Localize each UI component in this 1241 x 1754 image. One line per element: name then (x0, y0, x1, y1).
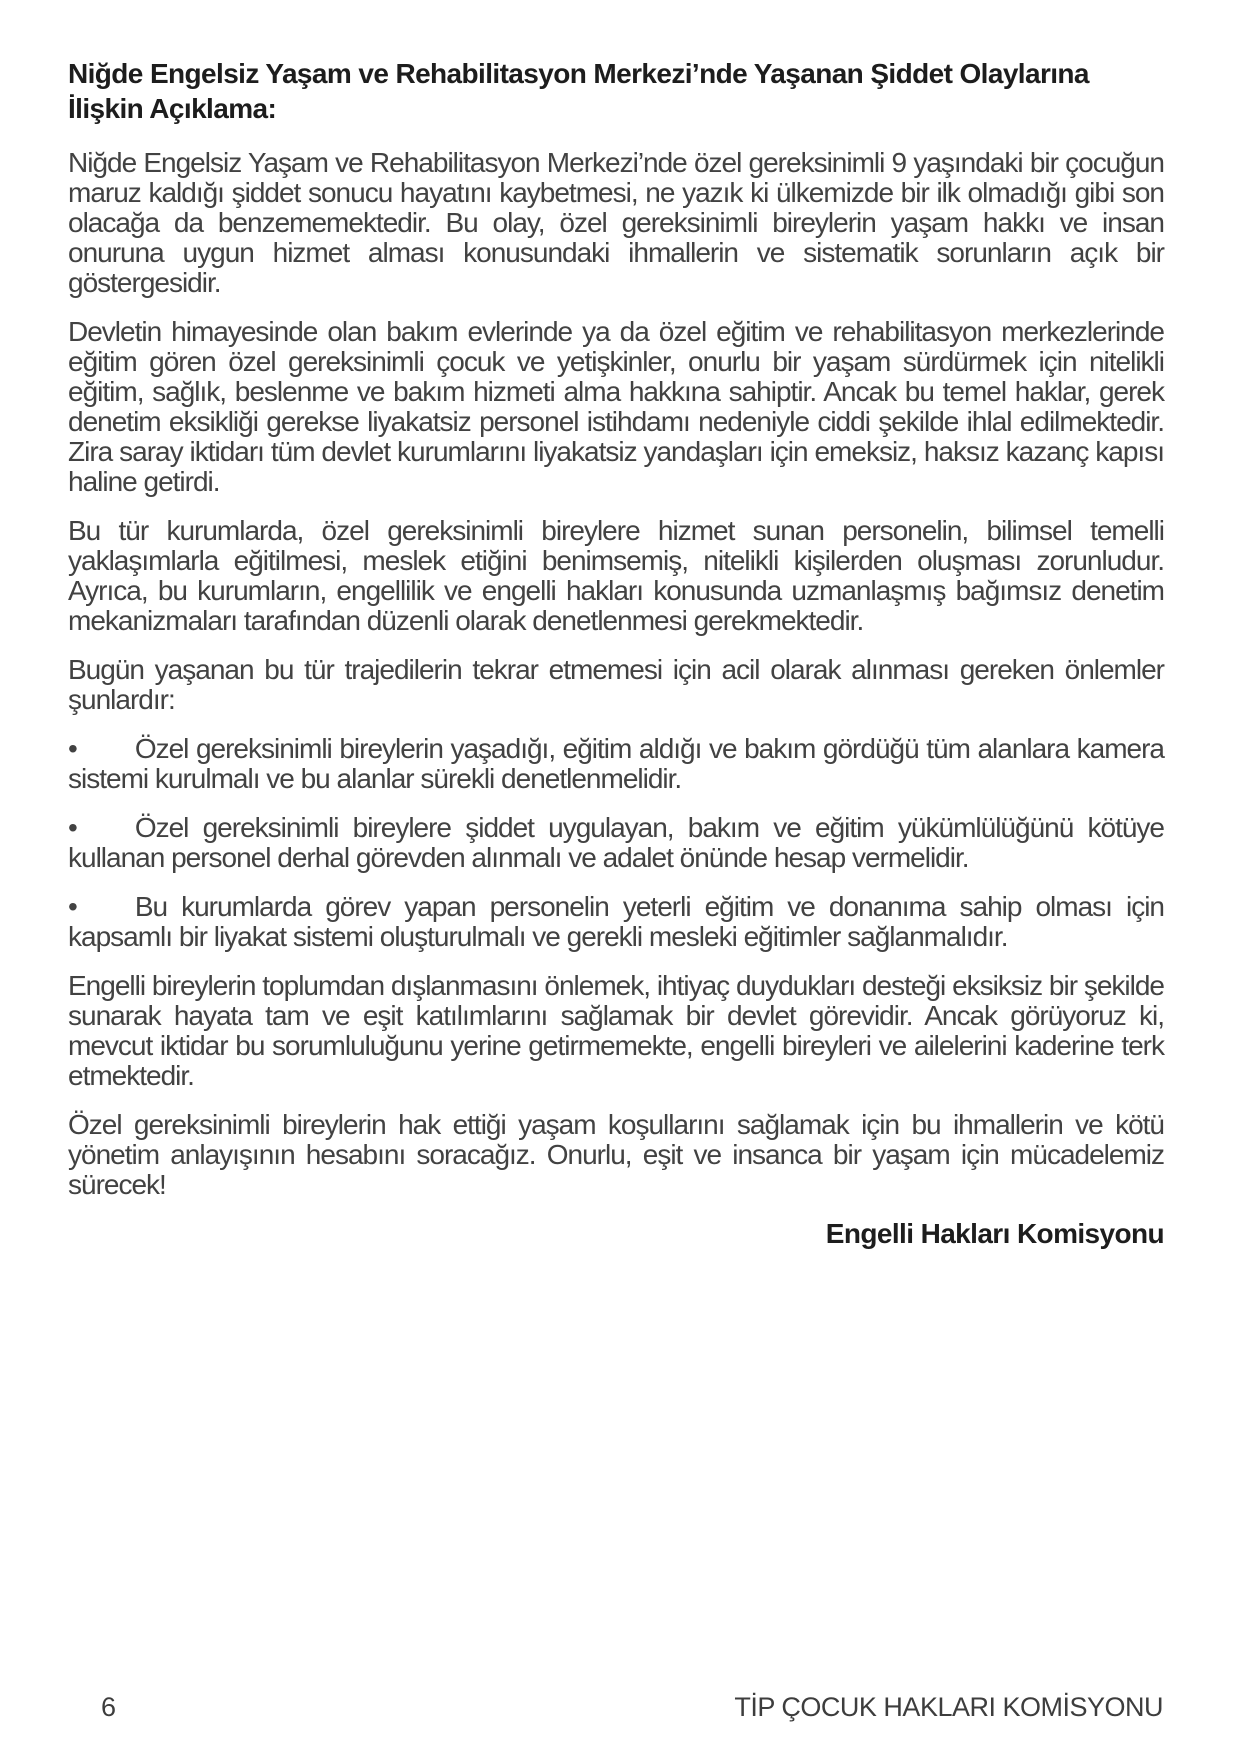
bullet-text: Özel gereksinimli bireylere şiddet uygulayan, bakım ve eğitim yükümlülüğünü kötüye kullanan personel derhal görevden alınmalı ve adalet önünde hesap vermelidir. (68, 812, 1164, 873)
bullet-text: Bu kurumlarda görev yapan personelin yeterli eğitim ve donanıma sahip olması için kapsamlı bir liyakat sistemi oluşturulmalı ve gerekli mesleki eğitimler sağlanmalıdır. (68, 891, 1164, 952)
bullet-item-merit-system (68, 892, 1164, 952)
page-number: 6 (101, 1692, 116, 1722)
paragraph-measures-lead: Bugün yaşanan bu tür trajedilerin tekrar etmemesi için acil olarak alınması gereken önlemler şunlardır: (68, 654, 1164, 715)
paragraph-personnel: Bu tür kurumlarda, özel gereksinimli bireylere hizmet sunan personelin, bilimsel temelli yaklaşımlarla eğitilmesi, meslek etiğini benimsemiş, nitelikli kişilerden oluşması zorunludur. Ayrıca, bu kurumların, engellilik ve engelli hakları konusunda uzmanlaşmış bağımsız denetim mekanizmaları tarafından düzenli olarak denetlenmesi gerekmektedir. (68, 515, 1164, 636)
paragraph-closing: Özel gereksinimli bireylerin hak ettiği yaşam koşullarını sağlamak için bu ihmallerin ve kötü yönetim anlayışının hesabını soracağız. Onurlu, eşit ve insanca bir yaşam için mücadelemiz sürecek! (68, 1109, 1164, 1200)
paragraph-intro: Niğde Engelsiz Yaşam ve Rehabilitasyon Merkezi’nde özel gereksinimli 9 yaşındaki bir çocuğun maruz kaldığı şiddet sonucu hayatını kaybetmesi, ne yazık ki ülkemizde bir ilk olmadığı gibi son olacağa da benzememektedir. Bu olay, özel gereksinimli bireylerin yaşam hakkı ve insan onuruna uygun hizmet alması konusundaki ihmallerin ve sistematik sorunların açık bir göstergesidir. (68, 147, 1164, 298)
paragraph-state-care: Devletin himayesinde olan bakım evlerinde ya da özel eğitim ve rehabilitasyon merkezlerinde eğitim gören özel gereksinimli çocuk ve yetişkinler, onurlu bir yaşam sürdürmek için nitelikli eğitim, sağlık, beslenme ve bakım hizmeti alma hakkına sahiptir. Ancak bu temel haklar, gerek denetim eksikliği gerekse liyakatsiz personel istihdamı nedeniyle ciddi şekilde ihlal edilmektedir. Zira saray iktidarı tüm devlet kurumlarını liyakatsiz yandaşları için emeksiz, haksız kazanç kapısı haline getirdi. (68, 316, 1164, 497)
paragraph-state-duty: Engelli bireylerin toplumdan dışlanmasını önlemek, ihtiyaç duydukları desteği eksiksiz bir şekilde sunarak hayata tam ve eşit katılımlarını sağlamak bir devlet görevidir. Ancak görüyoruz ki, mevcut iktidar bu sorumluluğunu yerine getirmemekte, engelli bireyleri ve ailelerini kaderine terk etmektedir. (68, 970, 1164, 1091)
bullet-icon: • (68, 891, 77, 922)
bullet-icon: • (68, 733, 77, 764)
page-footer (68, 1692, 1163, 1722)
signature: Engelli Hakları Komisyonu (825, 1218, 1164, 1249)
footer-organization: TİP ÇOCUK HAKLARI KOMİSYONU (734, 1692, 1163, 1722)
bullet-text: Özel gereksinimli bireylerin yaşadığı, eğitim aldığı ve bakım gördüğü tüm alanlara kamera sistemi kurulmalı ve bu alanlar sürekli denetlenmelidir. (68, 733, 1164, 794)
bullet-item-dismissal (68, 813, 1164, 873)
document-content (68, 56, 1164, 1249)
bullet-item-cameras (68, 734, 1164, 794)
page-title: Niğde Engelsiz Yaşam ve Rehabilitasyon Merkezi’nde Yaşanan Şiddet Olaylarına İlişkin Açıklama: (68, 58, 1089, 124)
bullet-icon: • (68, 812, 77, 843)
